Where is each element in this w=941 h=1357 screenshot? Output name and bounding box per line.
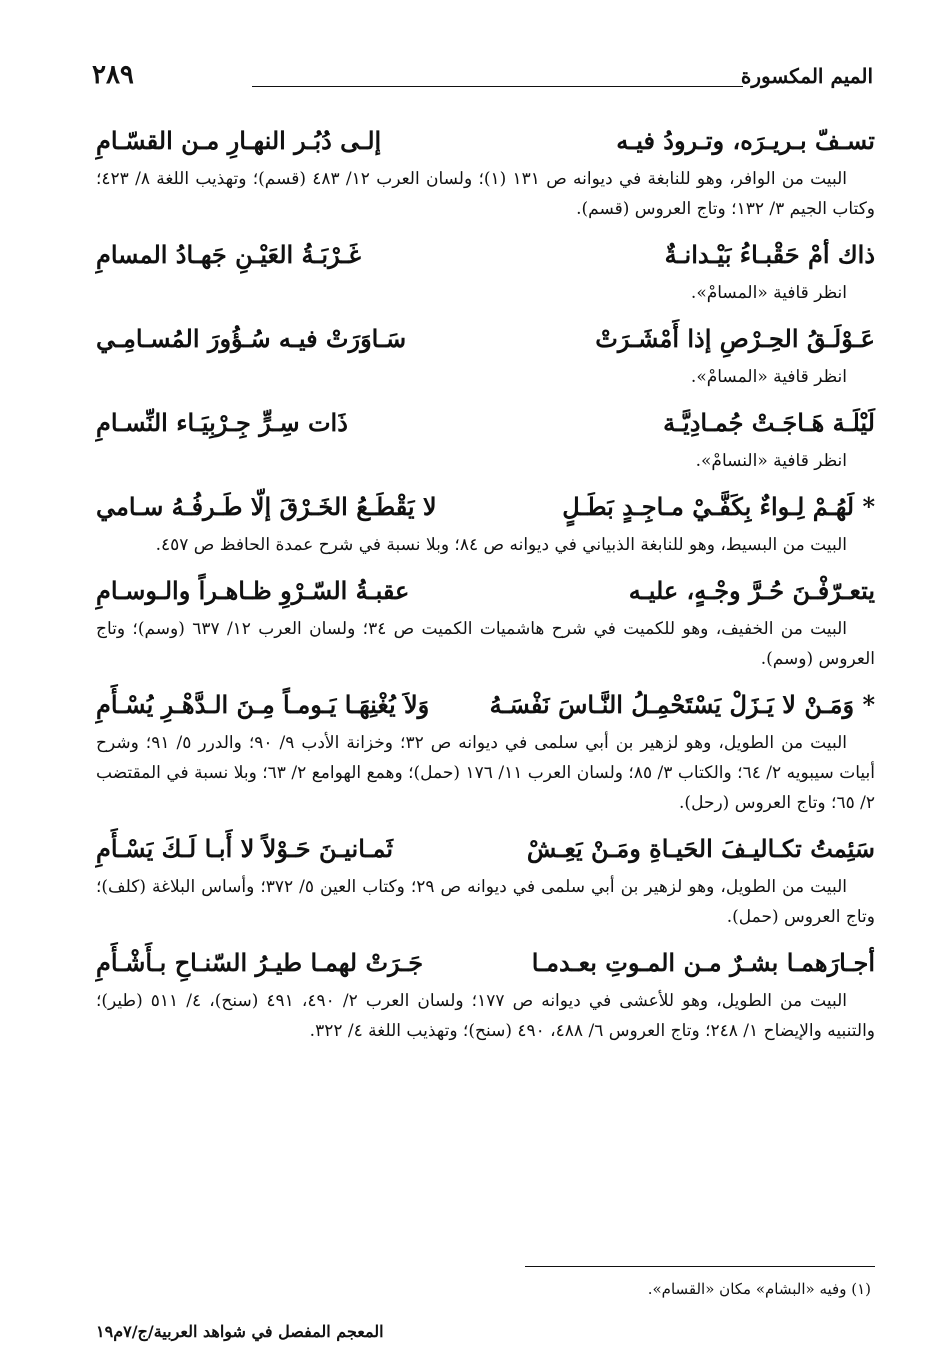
header-rule xyxy=(252,86,743,87)
verse-first-hemistich: لَيْلَـة هَـاجَـتْ جُمـادِيَّـة xyxy=(663,408,875,437)
entry xyxy=(96,942,875,1046)
verse-note: انظر قافية «المسامْ». xyxy=(690,283,847,303)
verse-first-hemistich: يتعـرّفْـنَ حُـرَّ وجْـهٍ، عليـه xyxy=(628,576,875,605)
verse-line xyxy=(96,942,875,984)
entry xyxy=(96,402,875,476)
verse-note: البيت من البسيط، وهو للنابغة الذبياني في ديوانه ص ٨٤؛ وبلا نسبة في شرح عمدة الحافظ ص ٤٥٧. xyxy=(155,535,847,555)
chapter-title: الميم المكسورة xyxy=(740,64,873,88)
verse-second-hemistich: سَـاوَرَتْ فيـه سُـؤُورَ المُسـامِـي xyxy=(96,324,407,353)
footnote-rule xyxy=(525,1266,875,1267)
verse-first-hemistich: سَئِمتُ تكـاليـفَ الحَيـاةِ ومَـنْ يَعِـشْ xyxy=(526,834,875,863)
verse-second-hemistich: ثَمـانيـنَ حَـوْلاً لا أَبـا لَـكَ يَسْـأَمِ xyxy=(96,834,394,863)
verse-line xyxy=(96,684,875,726)
verse-second-hemistich: عقبـةُ السّـرْوِ ظـاهـراً والـوسـامِ xyxy=(96,576,410,605)
entry xyxy=(96,828,875,932)
verse-second-hemistich: لا يَقْطَـعُ الخَـرْقَ إلّا طَـرفُـهُ سـامي xyxy=(96,492,437,521)
entry xyxy=(96,570,875,674)
page-number: ٢٨٩ xyxy=(92,60,134,90)
verse-line xyxy=(96,318,875,360)
verse-note: البيت من الوافر، وهو للنابغة في ديوانه ص ١٣١ (١)؛ ولسان العرب ١٢/ ٤٨٣ (قسم)؛ وتهذيب اللغة ٨/ ٤٢٣؛ وكتاب الجيم ٣/ ١٣٢؛ وتاج العروس (قسم). xyxy=(96,169,875,219)
verse-second-hemistich: جَـرَتْ لهمـا طيـرُ السّنـاحِ بـأَشْـأَمِ xyxy=(96,948,424,977)
footnote: (١) وفيه «البشام» مكان «القسام». xyxy=(647,1280,871,1298)
verse-first-hemistich: عَـوْلَـقُ الحِـرْصِ إذا أَمْشَـرَتْ xyxy=(595,324,875,353)
entry xyxy=(96,234,875,308)
verse-first-hemistich: * وَمَـنْ لا يَـزَلْ يَسْتَحْمِـلُ النَّـاسَ نَفْسَـهُ xyxy=(489,690,875,719)
verse-second-hemistich: ذَات سِـرٍّ جِـرْبِيَـاء النِّسـامِ xyxy=(96,408,348,437)
verse-first-hemistich: ذاك أمْ حَقْبـاءُ بَيْـدانـةٌ xyxy=(664,240,875,269)
verse-note: البيت من الخفيف، وهو للكميت في شرح هاشميات الكميت ص ٣٤؛ ولسان العرب ١٢/ ٦٣٧ (وسم)؛ وتاج العروس (وسم). xyxy=(96,619,875,669)
verse-first-hemistich: أجـارَهمـا بشـرٌ مـن المـوتِ بعـدمـا xyxy=(531,948,875,977)
verse-note: انظر قافية «النسامْ». xyxy=(695,451,847,471)
entry xyxy=(96,318,875,392)
verse-note: البيت من الطويل، وهو لزهير بن أبي سلمى في ديوانه ص ٣٢؛ وخزانة الأدب ٩/ ٩٠؛ والدرر ٥/ ٩١؛ وشرح أبيات سيبويه ٢/ ٦٤؛ والكتاب ٣/ ٨٥؛ ولسان العرب ١١/ ١٧٦ (حمل)؛ وهمع الهوامع ٢/ ٦٣؛ وبلا نسبة في المقتضب ٢/ ٦٥؛ وتاج العروس (رحل). xyxy=(96,733,876,813)
verse-note: انظر قافية «المسامْ». xyxy=(690,367,847,387)
verse-note: البيت من الطويل، وهو لزهير بن أبي سلمى في ديوانه ص ٢٩؛ وكتاب العين ٥/ ٣٧٢؛ وأساس البلاغة (كلف)؛ وتاج العروس (حمل). xyxy=(96,877,875,927)
verse-line xyxy=(96,828,875,870)
verse-second-hemistich: غَـرْبَـةُ العَيْـنِ جَهـادُ المسامِ xyxy=(96,240,361,269)
verse-first-hemistich: تسـفّ بـريـرَه، وتـرودُ فيـه xyxy=(616,126,875,155)
verse-line xyxy=(96,120,875,162)
verse-note: البيت من الطويل، وهو للأعشى في ديوانه ص ١٧٧؛ ولسان العرب ٢/ ٤٩٠، ٤٩١ (سنح)، ٤/ ٥١١ (طير)؛ والتنبيه والإيضاح ١/ ٢٤٨؛ وتاج العروس ٦/ ٤٨٨، ٤٩٠ (سنح)؛ وتهذيب اللغة ٤/ ٣٢٢. xyxy=(96,991,875,1041)
main-content xyxy=(96,120,875,1056)
entry xyxy=(96,120,875,224)
page-header xyxy=(92,60,873,100)
verse-line xyxy=(96,234,875,276)
verse-line xyxy=(96,486,875,528)
verse-second-hemistich: إلـى دُبُـر النهـارِ مـن القسّـامِ xyxy=(96,126,382,155)
book-footer: المعجم المفصل في شواهد العربية/ج/٧م١٩ xyxy=(96,1322,384,1341)
verse-first-hemistich: * لَهُـمْ لِـواءٌ بِكَفَّـيْ مـاجِـدٍ بَطَـلٍ xyxy=(562,492,875,521)
verse-line xyxy=(96,570,875,612)
entry xyxy=(96,486,875,560)
verse-second-hemistich: وَلاَ يُغْنِهَـا يَـومـاً مِـنَ الـدَّهْـرِ يُسْـأَمِ xyxy=(96,690,430,719)
entry xyxy=(96,684,875,818)
verse-line xyxy=(96,402,875,444)
